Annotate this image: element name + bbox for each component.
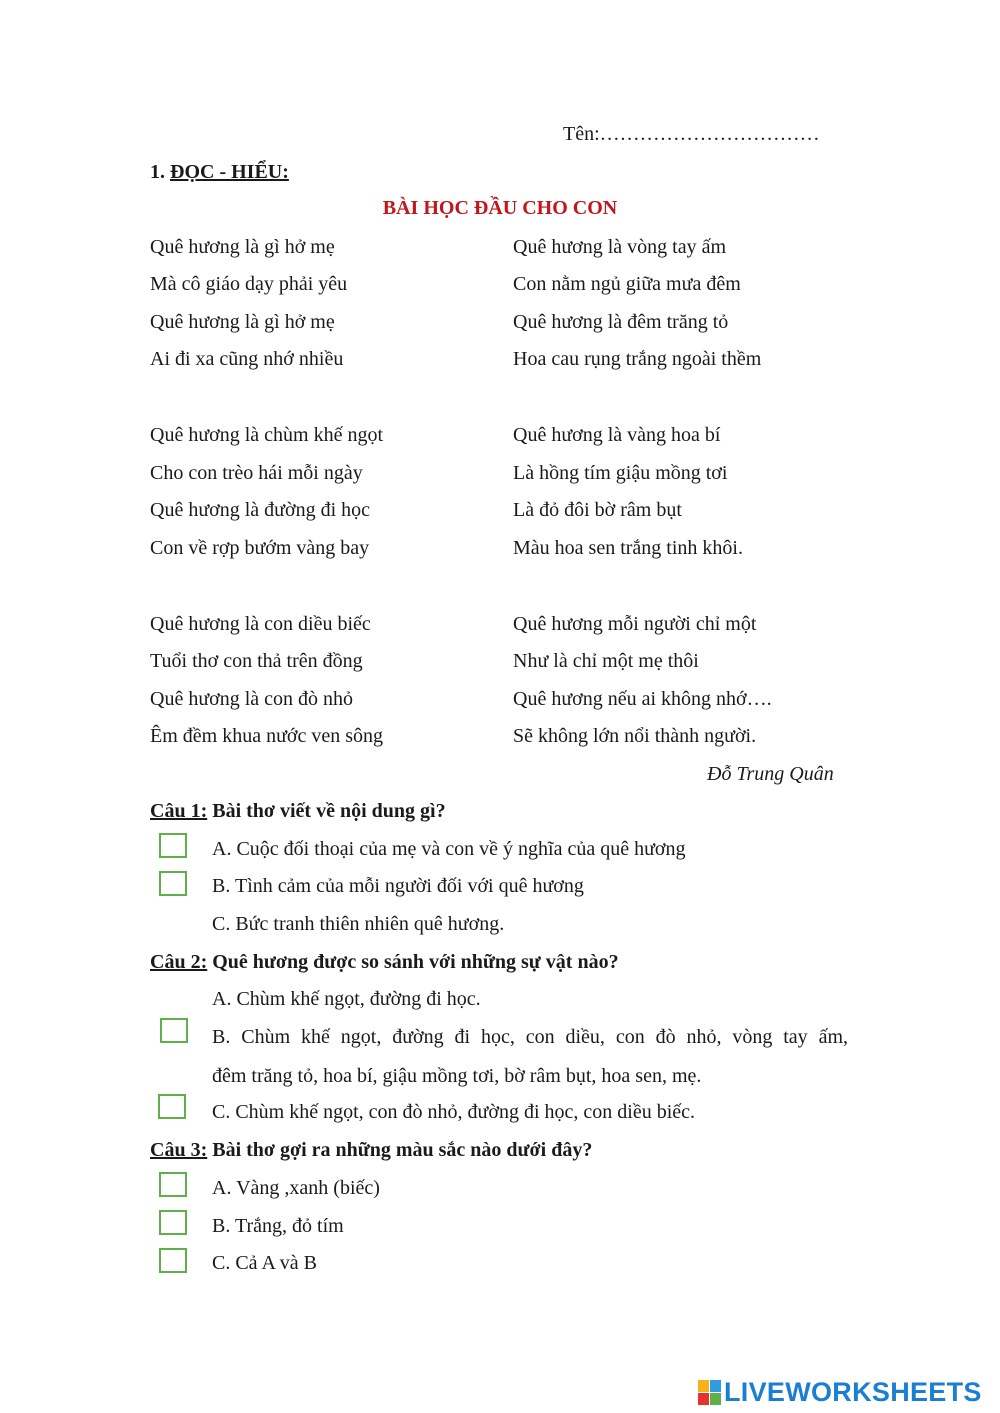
poem-line: Là hồng tím giậu mồng tơi [513,462,728,484]
answer-option: B. Trắng, đỏ tím [212,1215,344,1237]
poem-line: Quê hương mỗi người chỉ một [513,613,757,635]
answer-checkbox[interactable] [160,1018,188,1043]
poem-line: Là đỏ đôi bờ râm bụt [513,499,682,521]
poem-line: Ai đi xa cũng nhớ nhiều [150,348,344,370]
poem-line: Con về rợp bướm vàng bay [150,537,370,559]
poem-line: Êm đềm khua nước ven sông [150,725,384,747]
answer-checkbox[interactable] [159,871,187,896]
poem-line: Quê hương là đêm trăng tỏ [513,311,729,333]
poem-line: Tuổi thơ con thả trên đồng [150,650,363,672]
poem-line: Quê hương là gì hở mẹ [150,236,335,258]
answer-option-continued: đêm trăng tỏ, hoa bí, giậu mồng tơi, bờ râm bụt, hoa sen, mẹ. [212,1065,702,1087]
question-label: Câu 3: [150,1139,208,1161]
question-3 [150,1138,592,1162]
poem-line: Quê hương nếu ai không nhớ…. [513,688,772,710]
answer-checkbox[interactable] [159,1172,187,1197]
answer-checkbox[interactable] [158,1094,186,1119]
answer-option: A. Vàng ,xanh (biếc) [212,1177,380,1199]
poem-line: Quê hương là đường đi học [150,499,371,521]
answer-option: B. Chùm khế ngọt, đường đi học, con diều, con đò nhỏ, vòng tay ấm, [212,1026,848,1048]
question-label: Câu 2: [150,951,208,973]
answer-option: C. Chùm khế ngọt, con đò nhỏ, đường đi học, con diều biếc. [212,1101,696,1123]
liveworksheets-logo-icon [698,1378,722,1408]
poem-line: Quê hương là vòng tay ấm [513,236,727,258]
question-text: Bài thơ viết về nội dung gì? [207,800,446,822]
poem-line: Mà cô giáo dạy phải yêu [150,273,348,295]
answer-option: C. Cả A và B [212,1252,318,1274]
poem-line: Con nằm ngủ giữa mưa đêm [513,273,741,295]
poem-line: Quê hương là chùm khế ngọt [150,424,384,446]
question-2 [150,950,619,974]
answer-option: C. Bức tranh thiên nhiên quê hương. [212,913,505,935]
poem-line: Màu hoa sen trắng tinh khôi. [513,537,743,559]
section-number: 1. [150,161,170,183]
answer-option: B. Tình cảm của mỗi người đối với quê hương [212,875,584,897]
poem-line: Sẽ không lớn nổi thành người. [513,725,757,747]
answer-checkbox[interactable] [159,1210,187,1235]
poem-title: BÀI HỌC ĐẦU CHO CON [382,197,618,219]
section-heading [150,160,289,184]
brand-logo-text: LIVEWORKSHEETS [724,1377,982,1407]
poem-author: Đỗ Trung Quân [707,763,834,785]
poem-line: Cho con trèo hái mỗi ngày [150,462,363,484]
question-text: Quê hương được so sánh với những sự vật nào? [207,951,619,973]
poem-line: Quê hương là vàng hoa bí [513,424,721,446]
poem-line: Hoa cau rụng trắng ngoài thềm [513,348,762,370]
question-label: Câu 1: [150,800,208,822]
answer-checkbox[interactable] [159,1248,187,1273]
question-text: Bài thơ gợi ra những màu sắc nào dưới đây? [207,1139,593,1161]
answer-checkbox[interactable] [159,833,187,858]
name-field-line: Tên:…………………………… [563,123,820,145]
question-1 [150,799,446,823]
poem-line: Quê hương là con diều biếc [150,613,371,635]
section-label: ĐỌC - HIỂU: [170,161,289,183]
poem-line: Quê hương là con đò nhỏ [150,688,354,710]
poem-line: Quê hương là gì hở mẹ [150,311,335,333]
answer-option: A. Cuộc đối thoại của mẹ và con về ý nghĩa của quê hương [212,838,686,860]
poem-line: Như là chỉ một mẹ thôi [513,650,699,672]
answer-option: A. Chùm khế ngọt, đường đi học. [212,988,481,1010]
